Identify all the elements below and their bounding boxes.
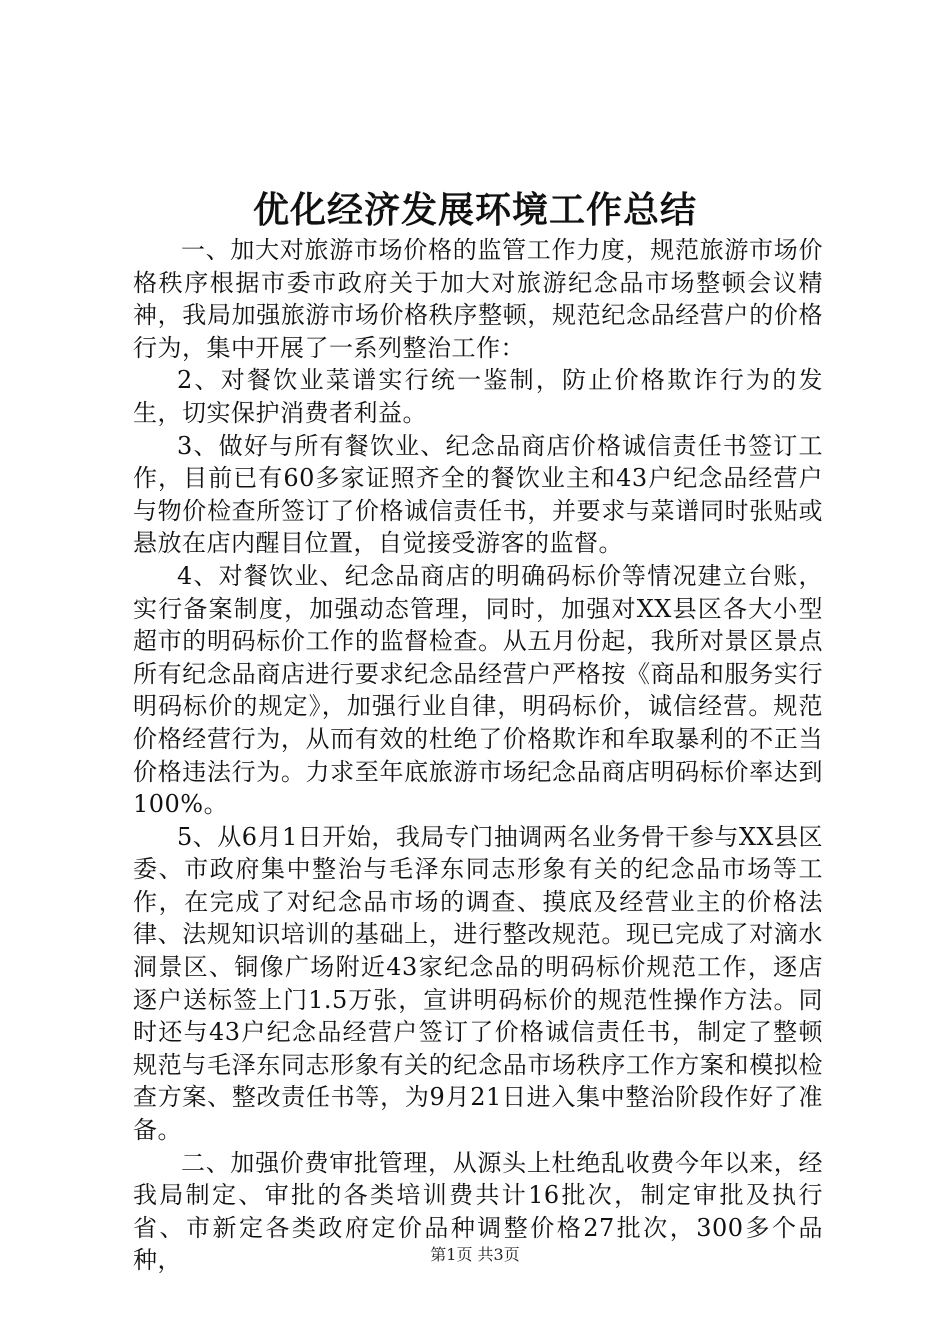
paragraph-1: 一、加大对旅游市场价格的监管工作力度，规范旅游市场价格秩序根据市委市政府关于加大对旅游纪念品市场整顿会议精神，我局加强旅游市场价格秩序整顿，规范纪念品经营户的价格行为，集中开展了一系列整治工作：	[133, 236, 823, 362]
page-footer: 第1页 共3页	[430, 1245, 520, 1264]
document-title: 优化经济发展环境工作总结	[252, 189, 697, 231]
paragraph-5: 5、从6月1日开始，我局专门抽调两名业务骨干参与XX县区委、市政府集中整治与毛泽东同志形象有关的纪念品市场等工作，在完成了对纪念品市场的调查、摸底及经营业主的价格法律、法规知识培训的基础上，进行整改规范。现已完成了对滴水洞景区、铜像广场附近43家纪念品的明码标价规范工作，逐店逐户送标签上门1.5万张，宣讲明码标价的规范性操作方法。同时还与43户纪念品经营户签订了价格诚信责任书，制定了整顿规范与毛泽东同志形象有关的纪念品市场秩序工作方案和模拟检查方案、整改责任书等，为9月21日进入集中整治阶段作好了准备。	[133, 822, 823, 1145]
paragraph-3: 3、做好与所有餐饮业、纪念品商店价格诚信责任书签订工作，目前已有60多家证照齐全的餐饮业主和43户纪念品经营户与物价检查所签订了价格诚信责任书，并要求与菜谱同时张贴或悬放在店内醒目位置，自觉接受游客的监督。	[133, 431, 823, 558]
document-body	[133, 234, 823, 1277]
paragraph-2: 2、对餐饮业菜谱实行统一鉴制，防止价格欺诈行为的发生，切实保护消费者利益。	[133, 366, 823, 427]
paragraph-4: 4、对餐饮业、纪念品商店的明确码标价等情况建立台账，实行备案制度，加强动态管理，同时，加强对XX县区各大小型超市的明码标价工作的监督检查。从五月份起，我所对景区景点所有纪念品商店进行要求纪念品经营户严格按《商品和服务实行明码标价的规定》，加强行业自律，明码标价，诚信经营。规范价格经营行为，从而有效的杜绝了价格欺诈和牟取暴利的不正当价格违法行为。力求至年底旅游市场纪念品商店明码标价率达到100%。	[133, 561, 823, 819]
paragraph-6: 二、加强价费审批管理，从源头上杜绝乱收费今年以来，经我局制定、审批的各类培训费共计16批次，制定审批及执行省、市新定各类政府定价品种调整价格27批次，300多个品种，	[133, 1148, 823, 1275]
